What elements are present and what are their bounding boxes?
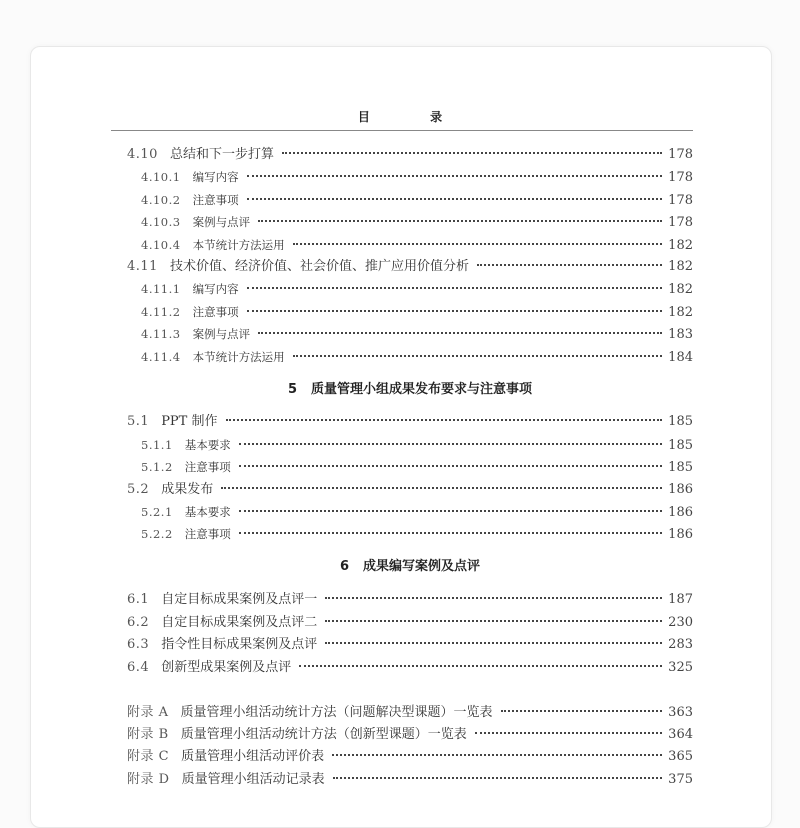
section-spacer — [127, 679, 693, 702]
toc-subentry[interactable] — [127, 323, 693, 345]
entry-number: 附录 C — [127, 749, 170, 765]
toc-subentry[interactable] — [127, 234, 693, 256]
entry-number: 附录 A — [127, 704, 169, 720]
page-number: 187 — [668, 592, 693, 608]
page-number: 182 — [668, 304, 693, 320]
entry-number: 4.11.3 — [141, 327, 181, 342]
entry-title: 基本要求 — [184, 437, 231, 452]
dot-leader — [247, 198, 663, 200]
toc-subentry[interactable] — [127, 278, 693, 300]
toc-subentry[interactable] — [127, 211, 693, 233]
page-number: 183 — [668, 327, 693, 343]
dot-leader — [325, 597, 662, 599]
entry-number: 5.2.1 — [141, 505, 173, 520]
page-number: 185 — [668, 414, 693, 430]
entry-title: 注意事项 — [192, 192, 239, 207]
dot-leader — [325, 620, 662, 622]
page-number: 365 — [668, 749, 693, 765]
entry-title: 质量管理小组活动统计方法（问题解决型课题）一览表 — [180, 704, 493, 720]
dot-leader — [239, 532, 662, 534]
chapter-title: 成果编写案例及点评 — [363, 559, 481, 575]
entry-number: 5.1 — [127, 414, 150, 430]
page-number: 182 — [668, 258, 693, 274]
entry-title: 注意事项 — [184, 527, 231, 542]
toc-subentry[interactable] — [127, 523, 693, 545]
entry-number: 附录 D — [127, 771, 170, 787]
dot-leader — [475, 732, 662, 734]
dot-leader — [299, 665, 662, 667]
page-number: 178 — [668, 192, 693, 208]
entry-number: 5.2 — [127, 481, 150, 497]
entry-title: 技术价值、经济价值、社会价值、推广应用价值分析 — [169, 258, 469, 274]
entry-title: 基本要求 — [184, 505, 231, 520]
dot-leader — [247, 287, 663, 289]
toc-entry[interactable] — [127, 256, 693, 278]
entry-number: 附录 B — [127, 726, 169, 742]
toc-subentry[interactable] — [127, 301, 693, 323]
toc-subentry[interactable] — [127, 346, 693, 368]
toc-entry[interactable] — [127, 634, 693, 656]
entry-title: 编写内容 — [192, 170, 239, 185]
dot-leader — [239, 465, 662, 467]
toc-entry[interactable] — [127, 724, 693, 746]
chapter-number: 5 — [287, 381, 298, 397]
entry-title: 案例与点评 — [192, 215, 251, 230]
page-number: 375 — [668, 771, 693, 787]
page-title: 目 录 — [357, 110, 471, 124]
page-number: 178 — [668, 170, 693, 186]
entry-title: 自定目标成果案例及点评二 — [161, 614, 318, 630]
page-number: 186 — [668, 505, 693, 521]
dot-leader — [258, 220, 662, 222]
entry-number: 4.11.4 — [141, 349, 181, 364]
entry-title: 总结和下一步打算 — [169, 147, 274, 162]
entry-number: 4.11 — [127, 258, 158, 274]
entry-title: 质量管理小组活动记录表 — [181, 771, 325, 787]
dot-leader — [293, 243, 663, 245]
page-number: 178 — [668, 215, 693, 231]
toc-entry[interactable] — [127, 589, 693, 611]
entry-number: 5.1.2 — [141, 460, 173, 475]
toc-subentry[interactable] — [127, 189, 693, 211]
toc-entry[interactable] — [127, 702, 693, 724]
page-number: 185 — [668, 460, 693, 476]
toc-entry[interactable] — [127, 479, 693, 501]
chapter-title: 质量管理小组成果发布要求与注意事项 — [311, 381, 533, 397]
dot-leader — [226, 419, 663, 421]
entry-title: 注意事项 — [184, 460, 231, 475]
toc-subentry[interactable] — [127, 434, 693, 456]
entry-title: 本节统计方法运用 — [192, 237, 285, 252]
entry-title: PPT 制作 — [161, 414, 218, 430]
entry-title: 案例与点评 — [192, 327, 251, 342]
toc-entry[interactable] — [127, 769, 693, 791]
chapter-number: 6 — [339, 559, 350, 575]
dot-leader — [293, 355, 663, 357]
toc-subentry[interactable] — [127, 501, 693, 523]
entry-number: 6.4 — [127, 659, 150, 675]
entry-title: 指令性目标成果案例及点评 — [161, 637, 318, 653]
page-number: 364 — [668, 726, 693, 742]
page-number: 184 — [668, 349, 693, 365]
dot-leader — [333, 777, 663, 779]
toc-entry[interactable] — [127, 657, 693, 679]
entry-title: 注意事项 — [192, 304, 239, 319]
page-number: 283 — [668, 637, 693, 653]
page-number: 178 — [668, 147, 693, 162]
page-number: 182 — [668, 282, 693, 298]
title-divider — [111, 130, 693, 131]
toc-entry[interactable] — [127, 746, 693, 768]
entry-number: 6.1 — [127, 592, 150, 608]
dot-leader — [247, 175, 663, 177]
dot-leader — [501, 710, 663, 712]
dot-leader — [332, 754, 662, 756]
page-number: 363 — [668, 704, 693, 720]
entry-number: 4.10 — [127, 147, 158, 162]
page-number: 186 — [668, 481, 693, 497]
dot-leader — [239, 443, 662, 445]
page-number: 182 — [668, 237, 693, 253]
dot-leader — [239, 510, 662, 512]
page-number: 185 — [668, 437, 693, 453]
dot-leader — [282, 152, 662, 154]
entry-number: 4.10.2 — [141, 192, 181, 207]
entry-number: 4.11.1 — [141, 282, 181, 297]
dot-leader — [477, 264, 662, 266]
entry-title: 成果发布 — [161, 481, 214, 497]
entry-number: 6.2 — [127, 614, 150, 630]
entry-title: 质量管理小组活动统计方法（创新型课题）一览表 — [180, 726, 467, 742]
entry-number: 4.10.3 — [141, 215, 181, 230]
toc-entry[interactable] — [127, 144, 693, 166]
page-number: 230 — [668, 614, 693, 630]
dot-leader — [221, 487, 662, 489]
table-of-contents — [127, 144, 693, 791]
entry-title: 自定目标成果案例及点评一 — [161, 592, 318, 608]
entry-number: 5.2.2 — [141, 527, 173, 542]
entry-title: 创新型成果案例及点评 — [161, 659, 292, 675]
entry-title: 本节统计方法运用 — [192, 349, 285, 364]
entry-title: 编写内容 — [192, 282, 239, 297]
dot-leader — [258, 332, 662, 334]
entry-number: 4.10.4 — [141, 237, 181, 252]
page-number: 186 — [668, 527, 693, 543]
entry-number: 6.3 — [127, 637, 150, 653]
toc-entry[interactable] — [127, 612, 693, 634]
entry-number: 4.11.2 — [141, 304, 181, 319]
entry-number: 5.1.1 — [141, 437, 173, 452]
chapter-heading[interactable] — [127, 379, 693, 401]
toc-subentry[interactable] — [127, 456, 693, 478]
dot-leader — [325, 642, 662, 644]
entry-title: 质量管理小组活动评价表 — [181, 749, 325, 765]
toc-entry[interactable] — [127, 411, 693, 433]
page-number: 325 — [668, 659, 693, 675]
chapter-heading[interactable] — [127, 556, 693, 578]
toc-subentry[interactable] — [127, 166, 693, 188]
entry-number: 4.10.1 — [141, 170, 181, 185]
dot-leader — [247, 310, 663, 312]
